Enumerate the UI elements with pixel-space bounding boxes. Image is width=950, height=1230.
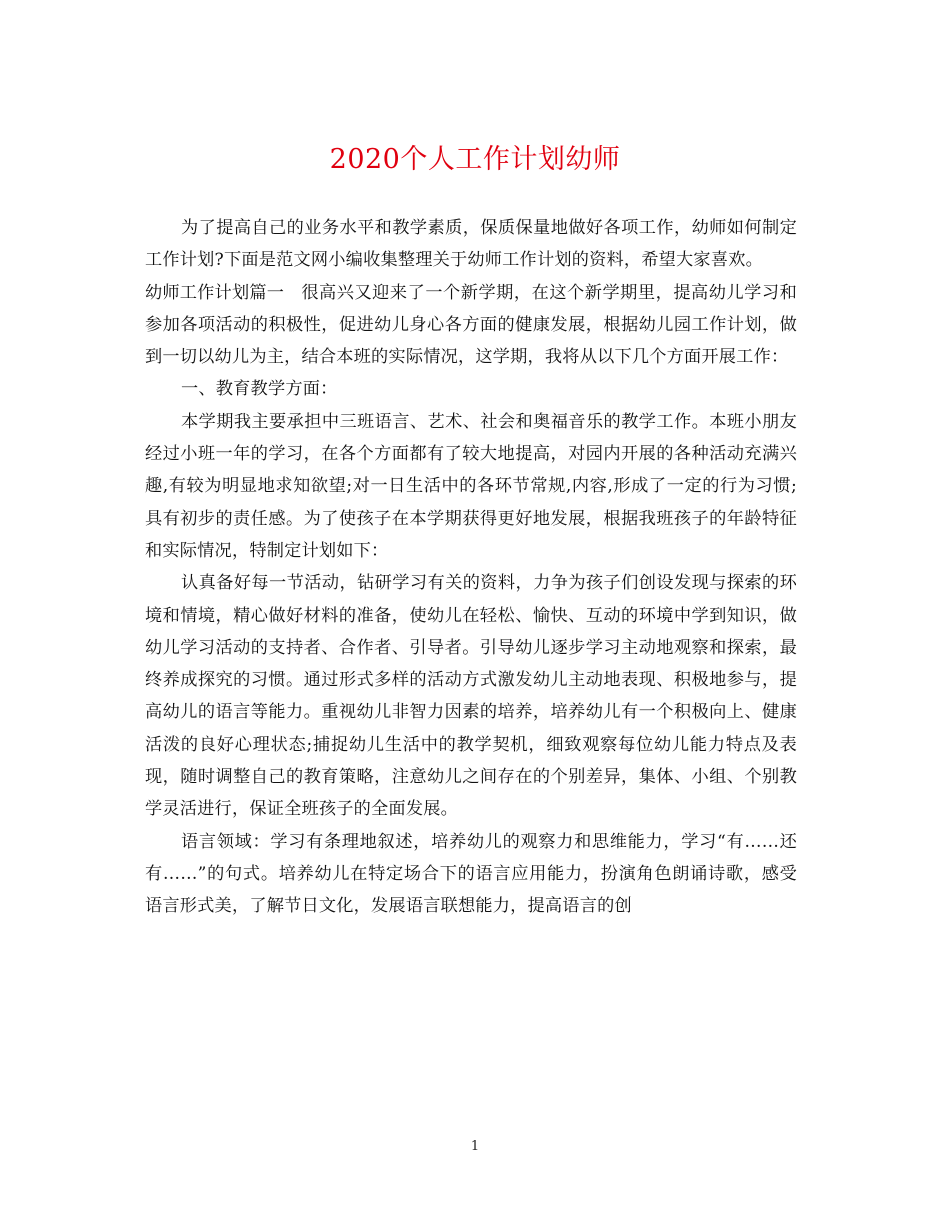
section-heading: 一、教育教学方面： bbox=[181, 379, 338, 400]
paragraph-2: 认真备好每一节活动，钻研学习有关的资料，力争为孩子们创设发现与探索的环境和情境，精心做好材料的准备，使幼儿在轻松、愉快、互动的环境中学到知识，做幼儿学习活动的支持者、合作者、引导者。引导幼儿逐步学习主动地观察和探索，最终养成探究的习惯。通过形式多样的活动方式激发幼儿主动地表现、积极地参与，提高幼儿的语言等能力。重视幼儿非智力因素的培养，培养幼儿有一个积极向上、健康活泼的良好心理状态;捕捉幼儿生活中的教学契机，细致观察每位幼儿能力特点及表现，随时调整自己的教育策略，注意幼儿之间存在的个别差异，集体、小组、个别教学灵活进行，保证全班孩子的全面发展。 bbox=[145, 573, 797, 820]
page-number: 1 bbox=[470, 1139, 480, 1154]
section-text: 很高兴又迎来了一个新学期，在这个新学期里，提高幼儿学习和参加各项活动的积极性，促进幼儿身心各方面的健康发展，根据幼儿园工作计划，做到一切以幼儿为主，结合本班的实际情况，这学期，我将从以下几个方面开展工作： bbox=[145, 282, 797, 368]
document-title: 2020个人工作计划幼师 bbox=[329, 144, 621, 175]
paragraph-3: 语言领域：学习有条理地叙述，培养幼儿的观察力和思维能力，学习“有……还有……”的句式。培养幼儿在特定场合下的语言应用能力，扮演角色朗诵诗歌，感受语言形式美，了解节日文化，发展语言联想能力，提高语言的创 bbox=[145, 831, 797, 917]
section-label: 幼师工作计划篇一 bbox=[145, 282, 285, 303]
paragraph-1: 本学期我主要承担中三班语言、艺术、社会和奥福音乐的教学工作。本班小朋友经过小班一年的学习，在各个方面都有了较大地提高，对园内开展的各种活动充满兴趣,有较为明显地求知欲望;对一日生活中的各环节常规,内容,形成了一定的行为习惯;具有初步的责任感。为了使孩子在本学期获得更好地发展，根据我班孩子的年龄特征和实际情况，特制定计划如下： bbox=[145, 411, 797, 561]
section-paragraph bbox=[145, 277, 797, 374]
document-body bbox=[145, 212, 797, 923]
intro-paragraph: 为了提高自己的业务水平和教学素质，保质保量地做好各项工作，幼师如何制定工作计划?下面是范文网小编收集整理关于幼师工作计划的资料，希望大家喜欢。 bbox=[145, 218, 797, 271]
